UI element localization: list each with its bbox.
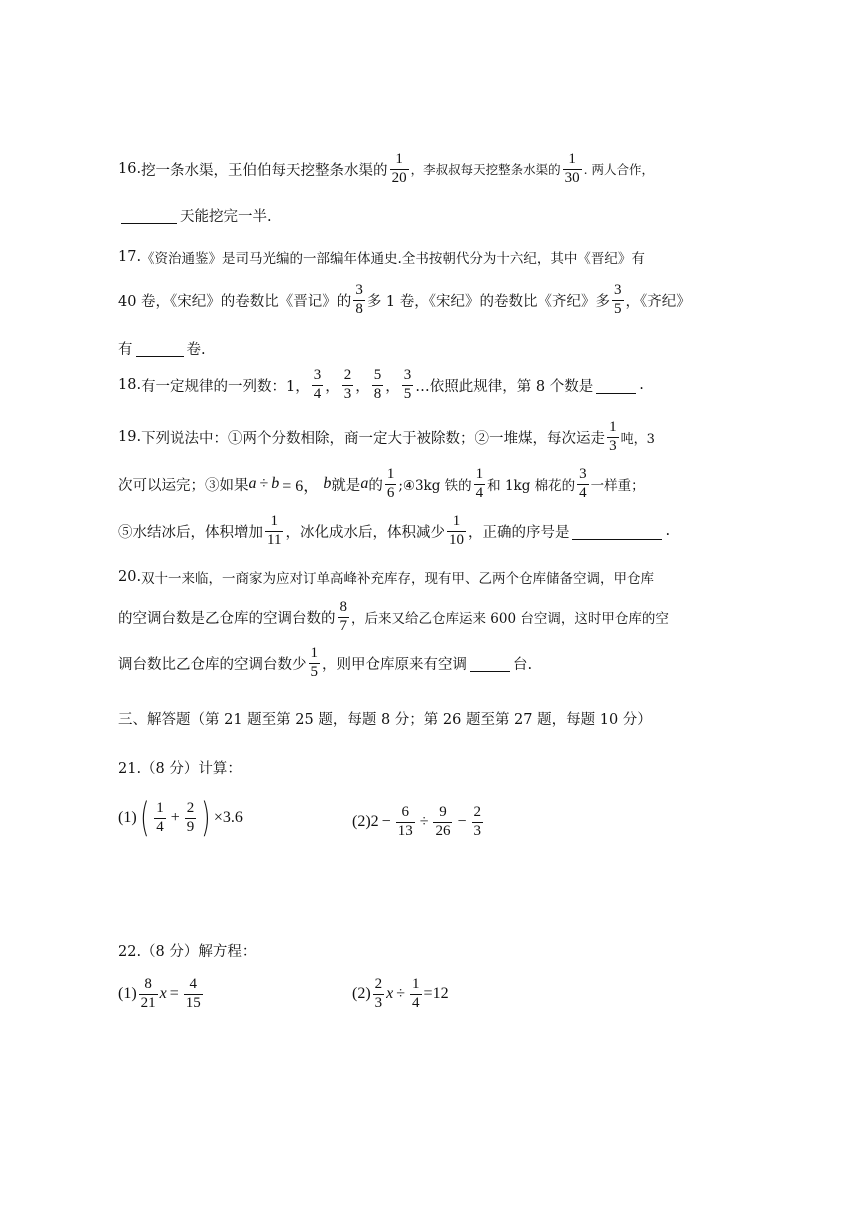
q22-part-1-fraction-1: $\frac{8}{21}$ [140,976,156,1011]
q19-text-11: ⑤水结冰后，体积增加 [118,524,263,541]
q19-expr-equals: = 6， [282,477,320,495]
q19-text-10: 一样重； [590,478,645,495]
left-paren-icon: ( [139,795,150,841]
q19-fraction-3: $\frac{1}{4}$ [475,466,484,501]
q20-number: 20. [118,569,142,585]
q18-separator: ， [325,378,340,395]
q21-part-2-fraction-1: $\frac{6}{13}$ [397,804,413,839]
q21-part-1-label: (1) [118,809,137,826]
q19-line-3 [118,514,717,549]
q21-part-2 [352,805,485,840]
q18-fraction-4: $\frac{3}{5}$ [403,367,412,402]
q18-fraction-3: $\frac{5}{8}$ [373,367,382,402]
q16-fraction-2: $\frac{1}{30}$ [564,151,580,186]
q22-part-1-x: x [159,985,167,1003]
q20-line-3 [118,646,717,681]
q17-text-3: 多 1 卷，《宋纪》的卷数比《齐纪》多 [366,293,611,310]
q18-separator: ， [355,378,370,395]
q19-text-9: 和 1kg 棉花的 [487,478,576,495]
q19-text-7: 的 [368,477,383,494]
q22-part-1-fraction-2: $\frac{4}{15}$ [185,976,201,1011]
q19-text-b: b [323,475,332,493]
q19-fraction-2: $\frac{1}{6}$ [386,466,395,501]
q22-heading [118,940,717,961]
q16-text-1: 挖一条水渠，王伯伯每天挖整条水渠的 [141,162,388,179]
q19-text-13: ，正确的序号是 [467,524,570,541]
q20-text-1: 双十一来临，一商家为应对订单高峰补充库存，现有甲、乙两个仓库储备空调，甲仓库 [141,571,655,587]
q17-text-1: 《资治通鉴》是司马光编的一部编年体通史.全书按朝代分为十六纪，其中《晋纪》有 [141,251,645,267]
q22-part-1-label: (1) [118,985,137,1003]
q22-part-1-equals: = [169,985,179,1003]
q19-fraction-1: $\frac{1}{3}$ [609,419,617,454]
q21-heading-text: 21.（8 分）计算： [118,761,242,777]
q22-heading-text: 22.（8 分）解方程： [118,944,257,960]
q19-fraction-6: $\frac{1}{10}$ [448,513,464,548]
q19-fraction-5: $\frac{1}{11}$ [267,513,282,548]
q21-heading [118,757,717,778]
q17-text-6: 卷. [186,342,206,358]
q16-line-1 [118,152,717,187]
q17-line-2 [118,283,717,318]
q18-fraction-1: $\frac{3}{4}$ [313,367,322,402]
q17-text-4: ，《齐纪》 [625,293,691,310]
q19-expr-b: b [271,475,280,493]
q16-number: 16. [118,161,142,178]
q17-number: 17. [118,249,142,265]
q19-expr-divide: ÷ [259,475,269,493]
q19-number: 19. [118,429,142,446]
q21-part-2-minus-2: − [457,813,467,831]
q16-text-3: . 两人合作， [583,162,655,178]
q17-text-2: 40 卷，《宋纪》的卷数比《晋记》的 [118,293,352,310]
q18-text-1: 有一定规律的一列数：1， [141,378,310,395]
q16-fraction-1: $\frac{1}{20}$ [391,151,407,186]
q16-text-2: ，李叔叔每天挖整条水渠的 [410,162,561,178]
q19-text-1: 下列说法中：①两个分数相除，商一定大于被除数；②一堆煤，每次运走 [141,430,606,447]
q18-text-3: . [639,377,644,394]
q20-text-5: ，则甲仓库原来有空调 [322,656,467,673]
section-3-title-text: 三、解答题（第 21 题至第 25 题，每题 8 分；第 26 题至第 27 题，每题 10 分） [118,712,652,728]
q20-fraction-1: $\frac{8}{7}$ [339,599,347,634]
q18-line-1 [118,368,717,403]
q22-part-2-equals: =12 [423,985,449,1003]
right-paren-icon: ) [201,795,211,841]
q18-fraction-2: $\frac{2}{3}$ [343,367,352,402]
q21-part-2-minus-1: − [381,813,391,831]
q20-text-2: 的空调台数是乙仓库的空调台数的 [118,610,336,627]
q22-part-2 [352,977,449,1012]
q19-fraction-4: $\frac{3}{4}$ [579,466,587,501]
q20-answer-blank[interactable] [470,655,510,672]
q18-separator: ， [385,378,400,395]
q16-answer-blank[interactable] [121,207,177,224]
q16-line-2 [118,205,717,226]
q22-part-2-divide: ÷ [396,985,406,1003]
q19-text-8: ;④3kg 铁的 [398,478,472,495]
q18-answer-blank[interactable] [596,377,636,394]
q18-text-2: …依照此规律，第 8 个数是 [415,378,594,395]
q19-answer-blank[interactable] [572,523,662,540]
q18-number: 18. [118,377,142,394]
q17-fraction-1: $\frac{3}{8}$ [355,282,363,317]
q21-part-2-fraction-2: $\frac{9}{26}$ [435,804,451,839]
q22-part-1 [118,977,205,1012]
q20-text-6: 台. [513,656,533,673]
q19-line-2 [118,467,717,502]
q16-text-4: 天能挖完一半. [180,209,272,225]
section-3-title [118,708,717,729]
q19-text-a: a [360,475,369,493]
q19-text-5: 就是 [331,477,361,494]
q17-text-5: 有 [118,342,133,358]
q19-text-2: 吨，3 [620,431,655,447]
q17-line-3 [118,338,717,359]
q19-expr-a: a [248,475,257,493]
q22-part-2-x: x [386,985,394,1003]
q22-part-2-label: (2) [352,985,371,1003]
q21-part-1-tail: ×3.6 [213,809,243,826]
q19-line-1 [118,420,717,455]
q20-text-3: ，后来又给乙仓库运来 600 台空调，这时甲仓库的空 [351,611,669,628]
q21-part-2-divide: ÷ [419,813,429,831]
q22-part-2-fraction-2: $\frac{1}{4}$ [412,976,420,1011]
q19-text-3: 次可以运完；③如果 [118,477,249,494]
q20-line-2 [118,600,717,635]
q21-part-1-plus: + [170,809,180,826]
q20-fraction-2: $\frac{1}{5}$ [310,645,318,680]
q20-text-4: 调台数比乙仓库的空调台数少 [118,656,307,673]
q21-part-1-fraction-1: $\frac{1}{4}$ [156,799,164,835]
q19-text-12: ，冰化成水后，体积减少 [285,524,445,541]
q21-part-2-fraction-3: $\frac{2}{3}$ [473,804,481,839]
q19-text-14: . [665,523,671,540]
q21-part-2-label: (2)2 [352,813,379,831]
q17-line-1 [118,247,717,267]
q21-part-1-fraction-2: $\frac{2}{9}$ [186,799,195,835]
q17-answer-blank[interactable] [136,340,184,357]
q20-line-1 [118,567,717,587]
q22-part-2-fraction-1: $\frac{2}{3}$ [374,976,383,1011]
q17-fraction-2: $\frac{3}{5}$ [614,282,622,317]
q21-part-1 [118,795,243,841]
